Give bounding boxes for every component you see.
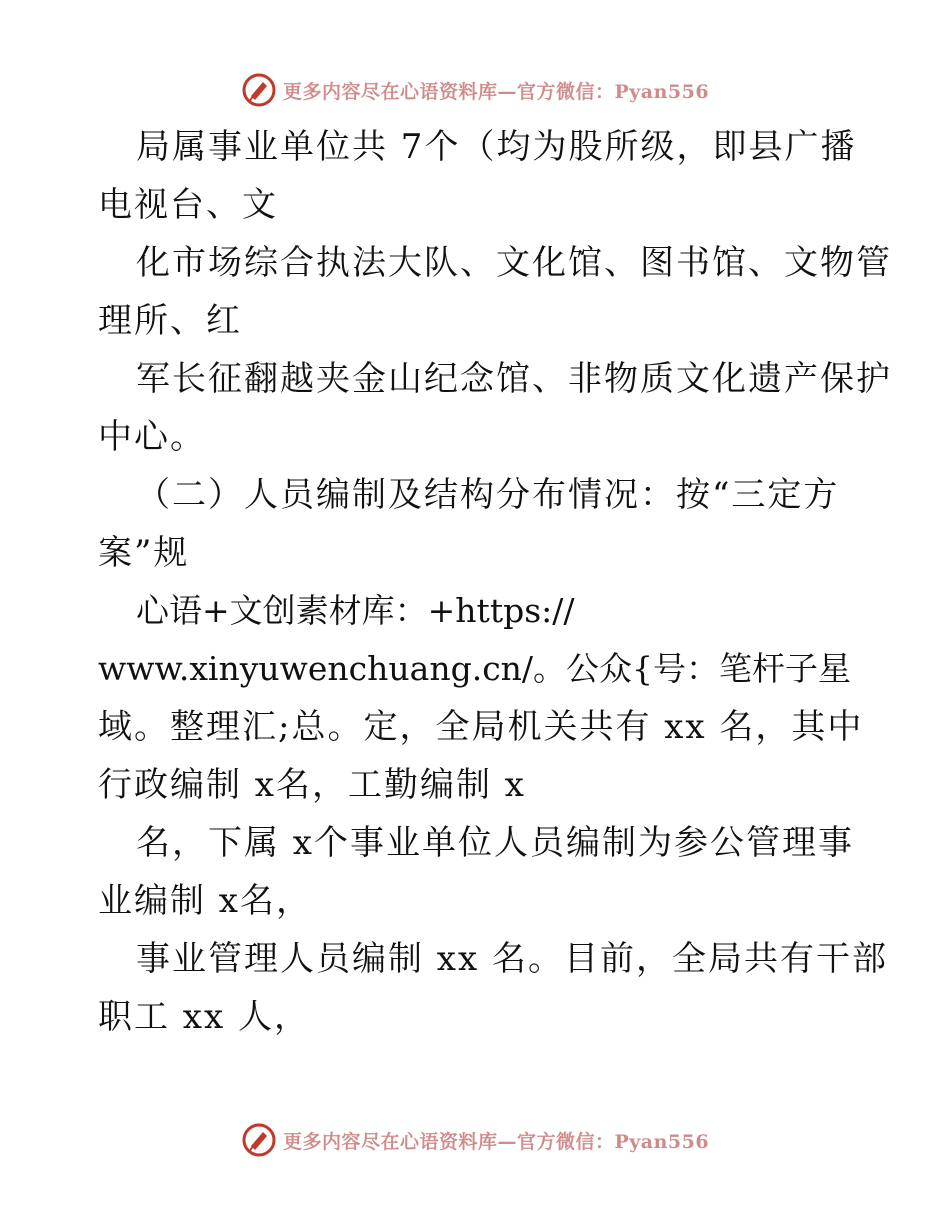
- body-line: 名，下属 x个事业单位人员编制为参公管理事: [136, 823, 854, 863]
- body-line: 案”规: [98, 533, 190, 573]
- body-line: 行政编制 x名，工勤编制 x: [98, 765, 526, 805]
- body-line: 域。整理汇;总。定，全局机关共有 xx 名，其中: [98, 707, 864, 747]
- body-line: 军长征翻越夹金山纪念馆、非物质文化遗产保护: [136, 359, 892, 399]
- body-line: 心语+文创素材库：+https://: [136, 591, 575, 630]
- footer-banner: [0, 1120, 950, 1160]
- body-line: 化市场综合执法大队、文化馆、图书馆、文物管: [136, 243, 892, 283]
- body-line: 业编制 x名，: [98, 881, 312, 921]
- header-banner: [0, 70, 950, 110]
- body-line: 理所、红: [98, 301, 242, 341]
- body-line: 职工 xx 人，: [98, 997, 310, 1037]
- document-body: [98, 118, 892, 1046]
- header-banner-text: 更多内容尽在心语资料库—官方微信：Pyan556: [282, 80, 710, 103]
- body-line: （二）人员编制及结构分布情况：按“三定方: [136, 475, 840, 515]
- body-line: 电视台、文: [98, 185, 278, 225]
- footer-banner-text: 更多内容尽在心语资料库—官方微信：Pyan556: [282, 1130, 710, 1153]
- brand-logo-icon: [241, 1122, 277, 1158]
- body-line: www.xinyuwenchuang.cn/。公众{号：笔杆子星: [98, 649, 852, 688]
- body-line: 中心。: [98, 417, 206, 457]
- body-line: 事业管理人员编制 xx 名。目前，全局共有干部: [136, 939, 888, 979]
- body-line: 局属事业单位共 7个（均为股所级，即县广播: [136, 127, 857, 167]
- brand-logo-icon: [241, 72, 277, 108]
